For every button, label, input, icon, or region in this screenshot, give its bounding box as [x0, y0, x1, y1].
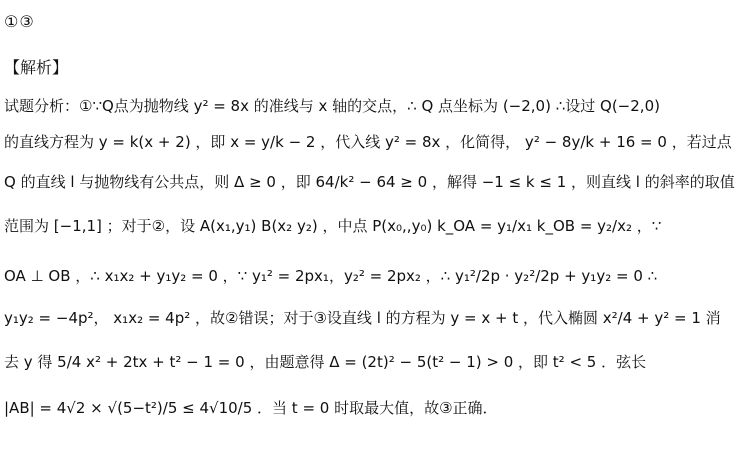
analysis-heading: 【解析】 [4, 58, 69, 77]
solution-line-4: 范围为 [−1,1] ；对于②，设 A(x₁,y₁) B(x₂ y₂) ，中点 P(x₀,,y₀) k_OA = y₁/x₁ k_OB = y₂/x₂ ，∵ [4, 217, 662, 235]
answer-text: ①③ [4, 12, 35, 31]
solution-line-3: Q 的直线 l 与抛物线有公共点，则 Δ ≥ 0 ，即 64/k² − 64 ≥ 0 ，解得 −1 ≤ k ≤ 1 ，则直线 l 的斜率的取值 [4, 173, 735, 191]
solution-line-5: OA ⊥ OB ，∴ x₁x₂ + y₁y₂ = 0 ，∵ y₁² = 2px₁，y₂² = 2px₂ ，∴ y₁²/2p · y₂²/2p + y₁y₂ = 0 ∴ [4, 267, 658, 285]
solution-line-8: |AB| = 4√2 × √(5−t²)/5 ≤ 4√10/5 ．当 t = 0 时取最大值，故③正确． [4, 399, 498, 417]
solution-line-2: 的直线方程为 y = k(x + 2) ，即 x = y/k − 2 ，代入线 y² = 8x ，化简得， y² − 8y/k + 16 = 0 ，若过点 [4, 133, 732, 151]
solution-line-1: 试题分析：①∵Q点为抛物线 y² = 8x 的准线与 x 轴的交点，∴ Q 点坐标为 (−2,0) ∴设过 Q(−2,0) [4, 97, 660, 115]
solution-line-6: y₁y₂ = −4p²， x₁x₂ = 4p² ，故②错误；对于③设直线 l 的方程为 y = x + t ，代入椭圆 x²/4 + y² = 1 消 [4, 309, 721, 327]
solution-line-7: 去 y 得 5/4 x² + 2tx + t² − 1 = 0 ，由题意得 Δ = (2t)² − 5(t² − 1) > 0 ，即 t² < 5 ．弦长 [4, 353, 647, 371]
